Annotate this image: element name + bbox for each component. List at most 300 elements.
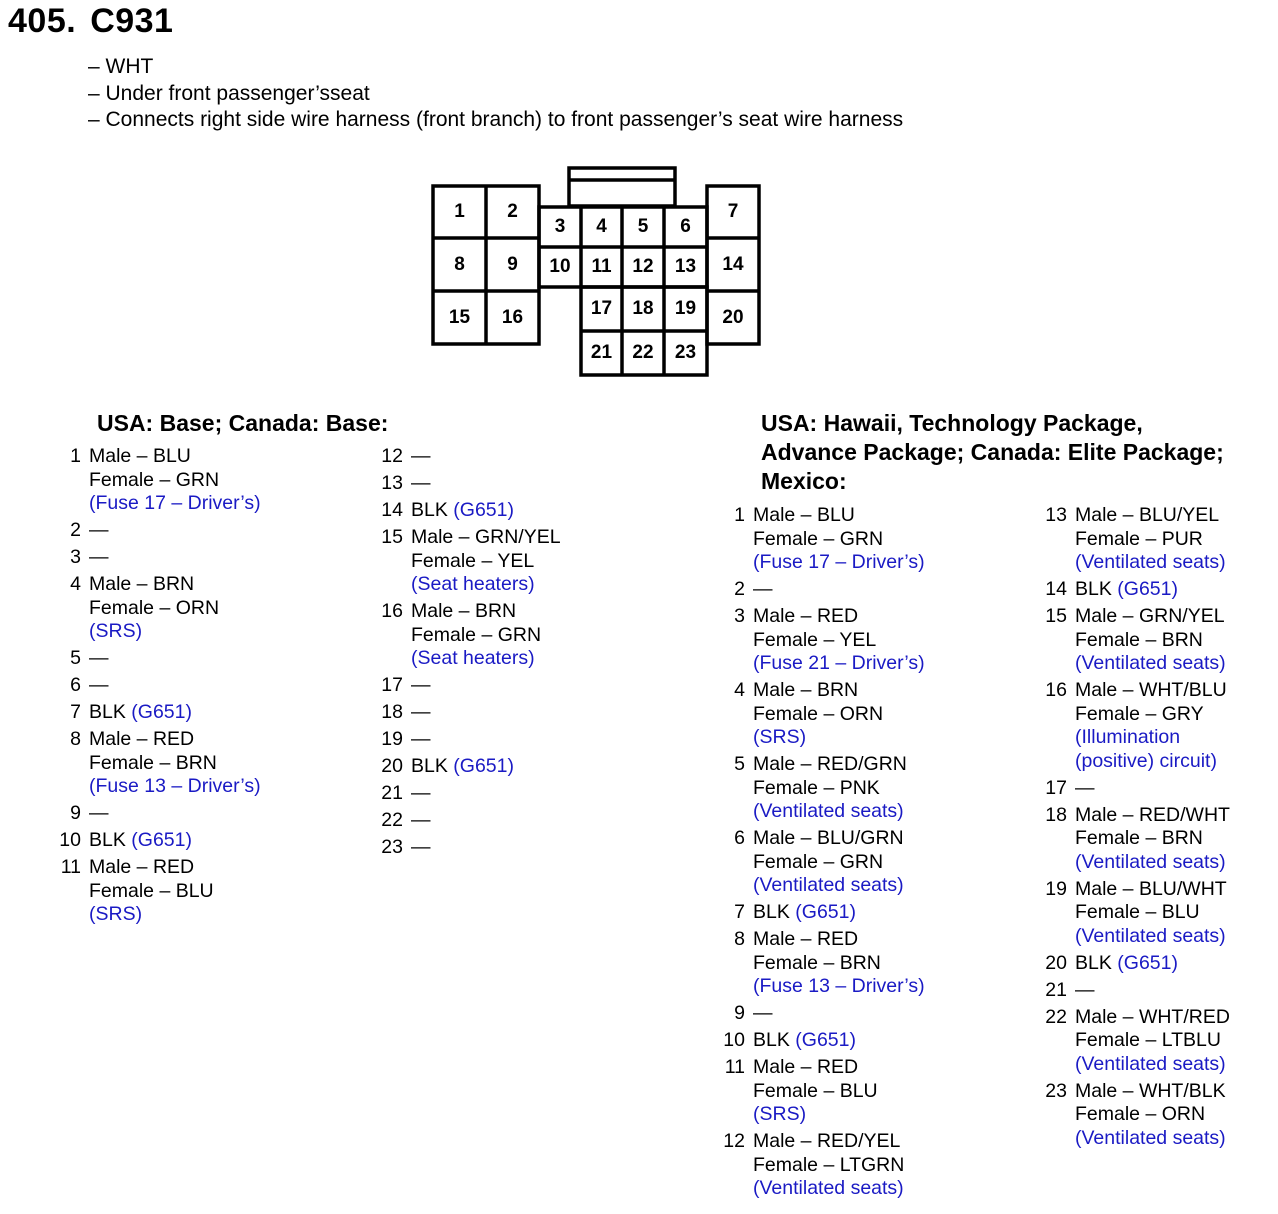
wire-color: — [89,802,109,824]
premium-pinout-column-1 [715,504,925,1204]
wire-color: Female – LTBLU [1075,1029,1221,1051]
pin-entry [51,829,261,853]
ground-reference: (G651) [795,901,856,923]
pin-cell-23: 23 [674,342,697,363]
pin-number: 3 [70,546,81,568]
wire-line [89,802,109,826]
pin-entry [715,1130,925,1201]
pin-number: 15 [381,526,403,548]
pin-entry [51,674,261,698]
wire-line [89,573,219,597]
pin-number: 1 [70,445,81,467]
wire-color: Female – BLU [1075,901,1200,923]
pin-number: 8 [734,928,745,950]
pin-entry [373,782,561,806]
pin-details [1075,578,1178,602]
pin-number: 14 [1045,578,1067,600]
circuit-note: (Ventilated seats) [1075,1052,1226,1075]
pin-details [411,701,431,725]
pin-details [89,647,109,671]
ground-reference: (G651) [1117,578,1178,600]
wire-line [1075,827,1230,851]
pin-cell-20: 20 [722,306,744,328]
pin-details [411,674,431,698]
ground-reference: (G651) [1117,951,1178,974]
premium-heading-line: Mexico: [761,468,847,494]
pin-entry [373,445,561,469]
wire-color: — [1075,776,1095,799]
wire-color: Female – YEL [753,628,877,651]
wire-color: — [753,578,773,600]
pin-entry [715,1029,925,1053]
pin-number: 10 [723,1029,745,1051]
pin-entry [373,755,561,779]
wire-color: — [411,809,431,831]
wire-color: Male – WHT/BLK [1075,1079,1226,1102]
circuit-note: (Illumination [1075,726,1181,748]
pin-details [89,573,219,644]
pin-details [753,605,925,676]
pin-cell-17: 17 [590,298,613,319]
circuit-note: (Fuse 21 – Driver’s) [753,652,925,674]
pin-cell-16: 16 [501,306,524,328]
pin-number: 23 [381,836,403,858]
pin-number: 22 [1045,1005,1067,1028]
pin-entry [51,802,261,826]
pin-entry [715,1056,925,1127]
wire-color: BLK [411,755,448,777]
wire-color: — [1075,978,1095,1001]
pin-number: 1 [734,504,745,526]
premium-heading-line: Advance Package; Canada: Elite Package; [761,439,1224,465]
pin-number: 16 [381,600,403,622]
section-number: 405. [8,2,77,40]
pin-cell-14: 14 [722,253,744,275]
wire-line [89,880,214,904]
pin-cell-19: 19 [674,298,697,319]
pin-cell-18: 18 [632,298,654,319]
pin-number: 20 [381,755,403,777]
circuit-note: (Ventilated seats) [753,800,904,822]
pin-cell-11: 11 [591,256,612,277]
wire-line [89,445,261,469]
wire-color: — [89,546,109,568]
wire-color: Female – GRN [89,468,220,491]
wire-color: — [411,701,431,723]
wire-line [89,647,109,671]
circuit-note: (Ventilated seats) [1075,551,1226,573]
wire-color: Female – YEL [411,549,535,572]
pin-details [753,1056,878,1127]
wire-line [753,679,883,703]
pin-number: 12 [723,1130,745,1152]
pin-entry [1037,679,1230,773]
wire-line [89,728,261,752]
wire-color: Male – BLU [89,445,191,467]
connector-latch [569,168,675,206]
pin-details [89,546,109,570]
pin-details [89,802,109,826]
pin-details [411,836,431,860]
pin-details [753,1130,904,1201]
wire-line [1075,528,1226,552]
pin-number: 18 [1045,803,1067,826]
wire-color: BLK [1075,578,1112,600]
wire-color: Male – RED/YEL [753,1130,901,1152]
pin-entry [373,674,561,698]
pin-details [89,728,261,799]
wire-line [753,1130,904,1154]
pin-entry [51,519,261,543]
wire-line [753,952,925,976]
pin-details [89,519,109,543]
pin-number: 21 [1045,978,1067,1001]
wire-line [411,472,431,496]
ground-reference: (G651) [453,755,514,777]
pin-number: 20 [1045,951,1067,974]
pin-number: 9 [70,802,81,824]
wire-color: Male – RED [753,928,859,950]
pin-details [411,472,431,496]
wire-color: Male – RED [753,605,859,627]
pin-number: 6 [734,827,745,849]
pin-entry [1037,952,1230,976]
wire-color: Male – WHT/BLU [1075,679,1227,701]
wire-color: BLK [89,701,126,723]
wire-color: — [411,674,431,696]
pin-entry [715,504,925,575]
wire-line [89,674,109,698]
pin-number: 16 [1045,679,1067,701]
circuit-note: (Ventilated seats) [1075,652,1226,674]
wire-color: Male – BRN [411,600,517,622]
wire-line [1075,901,1227,925]
wire-line [1075,703,1227,727]
pin-entry [715,1002,925,1026]
circuit-note: (SRS) [89,620,143,642]
wire-line [89,519,109,543]
pin-cell-7: 7 [727,201,739,222]
pin-details [753,1002,773,1026]
pin-entry [373,836,561,860]
pin-entry [51,701,261,725]
pin-number: 13 [1045,504,1067,526]
pin-entry [715,901,925,925]
pin-number: 14 [381,499,403,521]
base-pinout-column-1 [51,445,261,930]
pin-number: 4 [734,679,745,701]
circuit-note: (SRS) [753,726,807,748]
wire-color: BLK [89,829,126,851]
pin-entry [715,753,925,824]
wire-line [1075,1103,1226,1127]
pin-details [411,445,431,469]
pin-details [89,674,109,698]
wire-line [753,1154,904,1178]
pin-entry [1037,578,1230,602]
pin-number: 22 [381,809,403,831]
connector-id: C931 [90,2,174,40]
wire-line [89,829,192,853]
pin-entry [373,600,561,671]
pin-number: 11 [724,1056,745,1078]
wire-color: Male – BRN [753,679,859,701]
wire-color: Male – RED [89,728,195,750]
wire-line [411,499,514,523]
circuit-note: (SRS) [753,1103,807,1125]
pin-number: 21 [381,782,403,804]
pin-details [753,928,925,999]
pin-cell-15: 15 [448,306,471,328]
wire-color: Female – BLU [753,1079,878,1102]
wire-line [411,526,561,550]
wire-color: Female – BRN [1075,827,1203,849]
pin-cell-13: 13 [674,256,697,277]
circuit-note: (Ventilated seats) [1075,850,1226,873]
wire-color: — [411,836,431,858]
pin-number: 10 [59,829,81,851]
pin-details [411,499,514,523]
circuit-note: (Ventilated seats) [753,874,904,896]
pin-number: 2 [70,519,81,541]
wire-line [753,777,907,801]
pin-cell-1: 1 [454,201,465,222]
pin-number: 7 [70,701,81,723]
wire-color: Male – GRN/YEL [1075,605,1225,627]
pin-entry [373,728,561,752]
wire-color: Male – BLU/YEL [1075,504,1220,526]
pin-cell-22: 22 [632,342,654,363]
pin-number: 5 [70,647,81,669]
wire-line [753,901,856,925]
pin-details [753,504,925,575]
circuit-note: (Fuse 17 – Driver’s) [753,551,925,573]
wire-line [411,701,431,725]
wire-line [411,782,431,806]
pin-entry [51,728,261,799]
wire-line [753,703,883,727]
wire-color: Male – RED/WHT [1075,803,1230,826]
pin-number: 8 [70,728,81,750]
pin-details [753,578,773,602]
circuit-note: (Ventilated seats) [1075,1126,1226,1149]
wire-color: BLK [753,901,790,923]
base-pinout-column-2 [373,445,561,863]
pin-details [411,728,431,752]
wire-line [753,605,925,629]
wire-color: BLK [411,499,448,521]
wire-line [1075,1080,1226,1104]
wire-color: BLK [753,1029,790,1051]
wire-line [1075,1029,1230,1053]
connection-bullet: – Connects right side wire harness (front branch) to front passenger’s seat wire harness [88,108,904,131]
pin-entry [51,647,261,671]
pin-details [1075,979,1095,1003]
wire-line [1075,578,1178,602]
pin-entry [715,605,925,676]
base-section-heading: USA: Base; Canada: Base: [97,410,389,436]
pin-entry [715,827,925,898]
pin-details [753,679,883,750]
pin-details [1075,804,1230,875]
wire-color: Male – RED/GRN [753,753,907,775]
wire-color: Female – LTGRN [753,1153,905,1176]
pin-details [411,755,514,779]
wire-line [411,624,541,648]
wire-color: — [411,782,431,804]
pin-number: 15 [1045,605,1067,627]
pin-entry [1037,1080,1230,1151]
pin-entry [51,573,261,644]
wire-color: Female – GRN [753,527,884,550]
pin-number: 23 [1045,1079,1067,1102]
pin-entry [1037,504,1230,575]
wire-line [753,1080,878,1104]
wire-color: Female – ORN [753,702,884,725]
wire-color: Male – BLU [753,504,855,526]
pin-number: 11 [60,856,81,878]
wire-color: — [89,519,109,541]
pin-cell-12: 12 [632,256,654,277]
pin-details [411,782,431,806]
pin-number: 4 [70,573,81,595]
pin-number: 19 [1045,877,1067,900]
pin-number: 13 [381,472,403,494]
wire-line [411,674,431,698]
circuit-note: (Fuse 13 – Driver’s) [89,775,261,797]
pin-details [1075,1006,1230,1077]
wire-color: — [411,728,431,750]
wire-line [89,469,261,493]
wire-line [411,836,431,860]
wire-line [89,701,192,725]
wire-color: Male – RED [89,856,195,878]
pin-entry [715,928,925,999]
circuit-note: (SRS) [89,903,143,925]
wire-line [753,753,907,777]
wire-color: Female – BRN [753,951,881,974]
pin-number: 18 [381,701,403,723]
pin-details [1075,679,1227,773]
wire-color: Female – PNK [753,776,880,799]
wire-color: Male – RED [753,1056,859,1078]
location-bullet: – Under front passenger’sseat [88,81,370,105]
wire-line [411,755,514,779]
pin-details [1075,878,1227,949]
pin-entry [1037,804,1230,875]
wire-line [1075,952,1178,976]
pin-number: 5 [734,753,745,775]
pin-details [411,809,431,833]
wire-line [1075,979,1095,1003]
pin-details [1075,777,1095,801]
circuit-note: (Seat heaters) [411,573,535,595]
wire-line [1075,1006,1230,1030]
wire-color: BLK [1075,951,1112,974]
wire-color: Female – BRN [89,751,217,774]
pin-cell-21: 21 [590,342,613,363]
wire-line [753,1056,878,1080]
pin-entry [51,445,261,516]
pin-details [411,526,561,597]
circuit-note: (Fuse 17 – Driver’s) [89,492,261,514]
wire-color: — [89,647,109,669]
circuit-note: (Ventilated seats) [753,1177,904,1199]
pin-cell-3: 3 [554,216,566,237]
wire-line [411,809,431,833]
pin-cell-4: 4 [596,216,607,237]
pin-details [1075,605,1226,676]
wire-line [411,550,561,574]
wire-color: Female – ORN [89,596,220,619]
pin-entry [1037,777,1230,801]
wire-line [753,827,904,851]
wire-color: Female – GRY [1075,702,1204,725]
pin-details [753,1029,856,1053]
circuit-note: (Ventilated seats) [1075,924,1226,947]
wire-line [1075,777,1095,801]
wire-color: Male – GRN/YEL [411,526,561,548]
wire-color: Male – BRN [89,573,195,595]
wire-color: Male – BLU/GRN [753,827,904,849]
premium-section-heading [761,409,1224,496]
ground-reference: (G651) [453,499,514,521]
pin-cell-9: 9 [507,253,518,275]
wire-line [1075,605,1226,629]
wire-line [411,728,431,752]
ground-reference: (G651) [131,701,192,723]
circuit-note: (positive) circuit) [1075,749,1217,772]
ground-reference: (G651) [131,829,192,851]
pin-number: 12 [381,445,403,467]
pin-entry [1037,605,1230,676]
pin-number: 3 [734,605,745,627]
pin-entry [1037,1006,1230,1077]
wire-line [753,504,925,528]
pin-entry [373,472,561,496]
pin-entry [51,546,261,570]
pin-details [753,901,856,925]
wire-color: Female – BLU [89,879,214,902]
wire-color: Female – GRN [753,850,884,873]
pin-cell-6: 6 [680,216,691,237]
pin-entry [51,856,261,927]
pin-entry [373,701,561,725]
pin-number: 7 [734,901,745,923]
pin-cell-2: 2 [507,201,518,222]
circuit-note: (Seat heaters) [411,647,535,669]
color-bullet: – WHT [88,55,154,78]
wire-line [1075,679,1227,703]
pin-details [411,600,541,671]
wire-color: — [411,445,431,467]
wire-line [1075,804,1230,828]
wire-color: — [411,472,431,494]
wire-line [89,752,261,776]
circuit-note: (Fuse 13 – Driver’s) [753,975,925,997]
pin-details [753,827,904,898]
pin-details [1075,952,1178,976]
ground-reference: (G651) [795,1029,856,1051]
pin-number: 2 [734,578,745,600]
pin-entry [1037,979,1230,1003]
pin-cell-10: 10 [549,256,571,277]
pin-details [89,701,192,725]
pin-details [89,445,261,516]
pin-details [89,829,192,853]
pin-details [1075,504,1226,575]
pin-entry [373,499,561,523]
